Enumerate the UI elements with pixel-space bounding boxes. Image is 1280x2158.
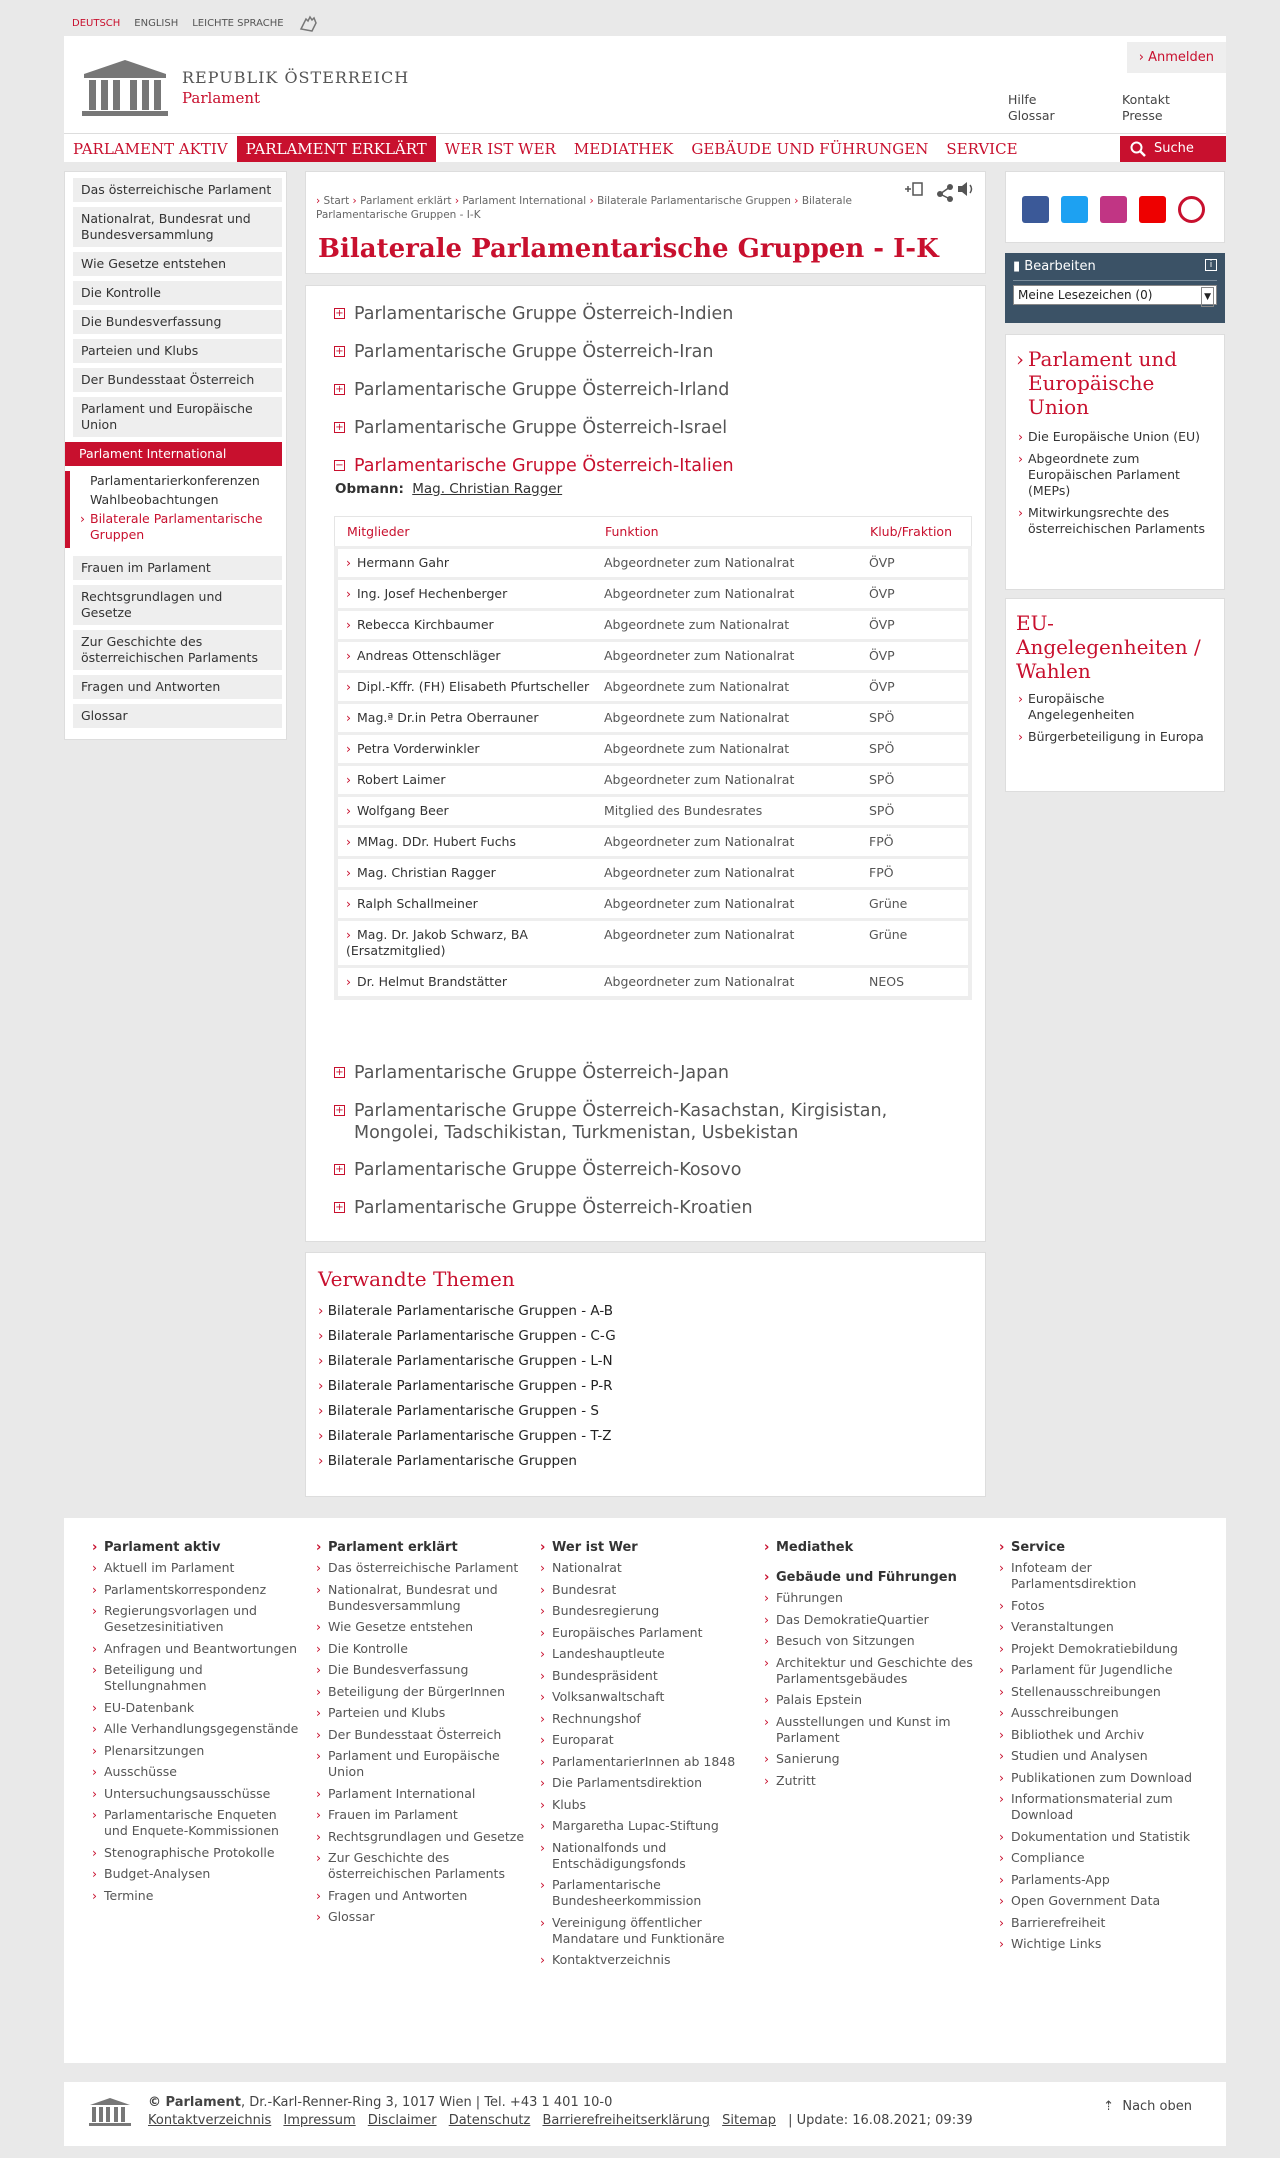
breadcrumb: › Start › Parlament erklärt › Parlament International › Bilaterale Parlamentarische Gruppen › Bilaterale Parlamentarische Gruppen - I-K xyxy=(316,195,852,221)
footer-link[interactable]: › Parlamentarische Enqueten und Enquete-Kommissionen xyxy=(92,1807,302,1839)
accordion-item[interactable]: + Parlamentarische Gruppe Österreich-Kosovo xyxy=(335,1160,742,1180)
accordion-item[interactable]: + Parlamentarische Gruppe Österreich-Israel xyxy=(335,418,728,438)
nav-gebaeude[interactable]: GEBÄUDE UND FÜHRUNGEN xyxy=(691,140,929,158)
facebook-icon[interactable] xyxy=(1022,196,1049,223)
expand-icon: + xyxy=(335,422,344,433)
sidebar-item[interactable]: Glossar xyxy=(73,704,282,728)
footer-heading[interactable]: › Gebäude und Führungen xyxy=(764,1570,974,1586)
obmann-label: Obmann: xyxy=(335,481,404,497)
footer-link[interactable]: › Stenographische Protokolle xyxy=(92,1845,302,1861)
collapse-icon: − xyxy=(335,460,344,471)
member-party: ÖVP xyxy=(869,679,895,694)
member-name[interactable]: › Petra Vorderwinkler xyxy=(346,741,480,756)
table-row xyxy=(338,673,968,701)
member-function: Abgeordnete zum Nationalrat xyxy=(604,741,790,756)
sidebar-item[interactable]: Rechtsgrundlagen und Gesetze xyxy=(73,585,282,625)
footer-col xyxy=(764,1540,974,1794)
sidebar-subnav xyxy=(65,471,282,548)
member-party: Grüne xyxy=(869,896,908,911)
footer-link[interactable]: › Zutritt xyxy=(764,1773,974,1789)
sidebar-item-active[interactable]: Parlament International xyxy=(65,442,282,466)
expand-icon: + xyxy=(335,1202,344,1213)
eu-link[interactable]: › Abgeordnete zum Europäischen Parlament (MEPs) xyxy=(1016,451,1214,499)
expand-icon: + xyxy=(335,346,344,357)
footer-link[interactable]: › Stellenausschreibungen xyxy=(999,1684,1209,1700)
footer-link[interactable]: › Compliance xyxy=(999,1850,1209,1866)
member-party: ÖVP xyxy=(869,586,895,601)
sidebar-item[interactable]: Frauen im Parlament xyxy=(73,556,282,580)
eu-wahlen-box xyxy=(1005,598,1225,792)
member-party: Grüne xyxy=(869,927,908,942)
member-party: ÖVP xyxy=(869,617,895,632)
obmann xyxy=(335,481,562,497)
login-button[interactable]: › Anmelden xyxy=(1127,42,1226,73)
toplinks-1 xyxy=(1008,92,1055,124)
sidebar-item[interactable]: Das österreichische Parlament xyxy=(73,178,282,202)
member-name[interactable]: › Robert Laimer xyxy=(346,772,446,787)
footer xyxy=(64,1518,1226,2063)
member-name[interactable]: › Rebecca Kirchbaumer xyxy=(346,617,494,632)
footer-col xyxy=(999,1540,1209,1958)
footer-link[interactable]: › Frauen im Parlament xyxy=(316,1807,526,1823)
table-row xyxy=(338,921,968,965)
lang-english[interactable]: ENGLISH xyxy=(134,18,179,29)
nav-service[interactable]: SERVICE xyxy=(946,140,1018,158)
expand-icon: + xyxy=(335,1164,344,1175)
main-nav xyxy=(64,133,1226,162)
table-row xyxy=(338,828,968,856)
footer-link[interactable]: › Open Government Data xyxy=(999,1893,1209,1909)
expand-icon: + xyxy=(335,308,344,319)
col-header: Mitglieder xyxy=(347,524,410,539)
table-row xyxy=(338,642,968,670)
table-row xyxy=(338,611,968,639)
bookmarks-widget xyxy=(1005,253,1225,323)
member-name[interactable]: › Andreas Ottenschläger xyxy=(346,648,501,663)
footer-link[interactable]: › Parlaments-App xyxy=(999,1872,1209,1888)
sidebar-item[interactable]: Nationalrat, Bundesrat und Bundesversammlung xyxy=(73,207,282,247)
social-links xyxy=(1005,171,1225,243)
footer-link[interactable]: › Nationalrat, Bundesrat und Bundesversammlung xyxy=(316,1582,526,1614)
logo[interactable] xyxy=(80,56,409,118)
accordion-item[interactable]: + Parlamentarische Gruppe Österreich-Kroatien xyxy=(335,1198,753,1218)
footer-link[interactable]: › Wichtige Links xyxy=(999,1936,1209,1952)
footer-link[interactable]: › Bibliothek und Archiv xyxy=(999,1727,1209,1743)
twitter-icon[interactable] xyxy=(1061,196,1088,223)
member-name[interactable]: › Mag. Dr. Jakob Schwarz, BA (Ersatzmitglied) xyxy=(346,927,528,958)
table-row xyxy=(338,859,968,887)
sidebar xyxy=(64,171,287,740)
member-party: FPÖ xyxy=(869,834,894,849)
member-party: FPÖ xyxy=(869,865,894,880)
eu-box xyxy=(1005,334,1225,590)
info-icon[interactable]: i xyxy=(1205,259,1217,271)
footer-link[interactable]: › Klubs xyxy=(540,1797,750,1813)
footer-link[interactable]: › Wie Gesetze entstehen xyxy=(316,1619,526,1635)
footer-link[interactable]: Disclaimer xyxy=(367,2113,437,2128)
footer-link[interactable]: › Informationsmaterial zum Download xyxy=(999,1791,1209,1823)
footer-link[interactable]: › Nationalrat xyxy=(540,1560,750,1576)
arrow-up-icon: ⇡ xyxy=(1103,2099,1115,2114)
col-header: Klub/Fraktion xyxy=(870,524,953,539)
expand-icon: + xyxy=(335,384,344,395)
instagram-icon[interactable] xyxy=(1100,196,1127,223)
accordion-item[interactable]: + Parlamentarische Gruppe Österreich-Kasachstan, Kirgisistan, Mongolei, Tadschikistan, Turkmenistan, Usbekistan xyxy=(335,1101,888,1143)
presse-link[interactable]: Presse xyxy=(1122,108,1163,123)
update-info: | Update: 16.08.2021; 09:39 xyxy=(788,2113,973,2128)
footer-link[interactable]: › Parlament und Europäische Union xyxy=(316,1748,526,1780)
sidebar-item[interactable]: Parteien und Klubs xyxy=(73,339,282,363)
table-row xyxy=(338,890,968,918)
youtube-icon[interactable] xyxy=(1139,196,1166,223)
member-name[interactable]: › Mag. Christian Ragger xyxy=(346,865,496,880)
table-row xyxy=(338,735,968,763)
members-table xyxy=(334,516,972,1000)
related-link[interactable]: › Bilaterale Parlamentarische Gruppen - L-N xyxy=(318,1349,973,1374)
bearbeiten-label: ▮ Bearbeiten xyxy=(1013,259,1096,274)
footer-link[interactable]: › Parlament International xyxy=(316,1786,526,1802)
logo-line1: REPUBLIK ÖSTERREICH xyxy=(182,67,410,87)
lang-deutsch[interactable]: DEUTSCH xyxy=(72,18,121,29)
eu-wahlen-link[interactable]: › Europäische Angelegenheiten xyxy=(1016,691,1214,723)
footer-col xyxy=(540,1540,750,1974)
logo-line2: Parlament xyxy=(182,88,261,107)
address: , Dr.-Karl-Renner-Ring 3, 1017 Wien | Tel. +43 1 401 10-0 xyxy=(240,2095,613,2110)
accordion-item[interactable]: + Parlamentarische Gruppe Österreich-Iran xyxy=(335,342,714,362)
footer-link[interactable]: › Parlamentarische Bundesheerkommission xyxy=(540,1877,750,1909)
expand-icon: + xyxy=(335,1105,344,1116)
footer-link[interactable]: › Publikationen zum Download xyxy=(999,1770,1209,1786)
table-header xyxy=(334,516,972,546)
footer-link[interactable]: › Bundesrat xyxy=(540,1582,750,1598)
member-function: Abgeordneter zum Nationalrat xyxy=(604,555,795,570)
footer-link[interactable]: › Infoteam der Parlamentsdirektion xyxy=(999,1560,1209,1592)
table-row xyxy=(338,704,968,732)
related-title: Verwandte Themen xyxy=(318,1267,515,1291)
table-row xyxy=(338,766,968,794)
app-icon[interactable] xyxy=(1178,196,1205,223)
member-party: NEOS xyxy=(869,974,905,989)
table-row xyxy=(338,549,968,577)
footer-link[interactable]: › Parlamentskorrespondenz xyxy=(92,1582,302,1598)
member-function: Mitglied des Bundesrates xyxy=(604,803,763,818)
member-party: ÖVP xyxy=(869,555,895,570)
footer-link[interactable]: Impressum xyxy=(283,2113,356,2128)
help-link[interactable]: Hilfe xyxy=(1008,92,1037,107)
footer-link[interactable]: › Fotos xyxy=(999,1598,1209,1614)
footer-link[interactable]: › Die Kontrolle xyxy=(316,1641,526,1657)
related-link[interactable]: › Bilaterale Parlamentarische Gruppen - S xyxy=(318,1399,973,1424)
member-function: Abgeordnete zum Nationalrat xyxy=(604,679,790,694)
bookmarks-select[interactable]: Meine Lesezeichen (0) ▼ xyxy=(1013,285,1217,305)
footer-link[interactable]: › EU-Datenbank xyxy=(92,1700,302,1716)
member-function: Abgeordneter zum Nationalrat xyxy=(604,648,795,663)
copyright: © Parlament xyxy=(148,2095,241,2110)
related-link[interactable]: › Bilaterale Parlamentarische Gruppen - P-R xyxy=(318,1374,973,1399)
glossar-link[interactable]: Glossar xyxy=(1008,108,1055,123)
member-function: Abgeordneter zum Nationalrat xyxy=(604,865,795,880)
sidebar-item[interactable]: Zur Geschichte des österreichischen Parlaments xyxy=(73,630,282,670)
footer-link[interactable]: › Die Bundesverfassung xyxy=(316,1662,526,1678)
footer-link[interactable]: Datenschutz xyxy=(448,2113,531,2128)
table-row xyxy=(338,797,968,825)
sidebar-item[interactable]: Fragen und Antworten xyxy=(73,675,282,699)
site-header xyxy=(64,36,1226,162)
obmann-link[interactable]: Mag. Christian Ragger xyxy=(412,481,563,497)
member-name[interactable]: › Ing. Josef Hechenberger xyxy=(346,586,508,601)
footer-col xyxy=(316,1540,526,1931)
footer-link[interactable]: › Architektur und Geschichte des Parlamentsgebäudes xyxy=(764,1655,974,1687)
accordion-item[interactable]: + Parlamentarische Gruppe Österreich-Japan xyxy=(335,1063,730,1083)
footer-link[interactable]: › Projekt Demokratiebildung xyxy=(999,1641,1209,1657)
footer-link[interactable]: › Plenarsitzungen xyxy=(92,1743,302,1759)
footer-link[interactable]: Barrierefreiheitserklärung xyxy=(542,2113,710,2128)
footer-link[interactable]: › Die Parlamentsdirektion xyxy=(540,1775,750,1791)
footer-link[interactable]: › Der Bundesstaat Österreich xyxy=(316,1727,526,1743)
footer-link[interactable]: › Untersuchungsausschüsse xyxy=(92,1786,302,1802)
share-icon[interactable] xyxy=(936,182,956,206)
footer-link[interactable]: › Fragen und Antworten xyxy=(316,1888,526,1904)
col-header: Funktion xyxy=(605,524,659,539)
footer-link[interactable]: Sitemap xyxy=(722,2113,776,2128)
footer-link[interactable]: › Nationalfonds und Entschädigungsfonds xyxy=(540,1840,750,1872)
member-function: Abgeordneter zum Nationalrat xyxy=(604,974,795,989)
footer-link[interactable]: › Zur Geschichte des österreichischen Parlaments xyxy=(316,1850,526,1882)
member-name[interactable]: › Mag.ª Dr.in Petra Oberrauner xyxy=(346,710,539,725)
member-name[interactable]: › Dr. Helmut Brandstätter xyxy=(346,974,508,989)
parliament-logo-icon xyxy=(88,2096,132,2128)
footer-link[interactable]: › Regierungsvorlagen und Gesetzesinitiativen xyxy=(92,1603,302,1635)
footer-link[interactable]: › Ausstellungen und Kunst im Parlament xyxy=(764,1714,974,1746)
toplinks-2 xyxy=(1122,92,1170,124)
chevron-down-icon: ▼ xyxy=(1201,287,1214,307)
footer-link[interactable]: › Barrierefreiheit xyxy=(999,1915,1209,1931)
footer-link[interactable]: Kontaktverzeichnis xyxy=(148,2113,272,2128)
member-function: Abgeordneter zum Nationalrat xyxy=(604,896,795,911)
related-topics xyxy=(305,1252,986,1497)
member-party: SPÖ xyxy=(869,803,895,818)
eu-wahlen-link[interactable]: › Bürgerbeteiligung in Europa xyxy=(1016,729,1214,745)
footer-link[interactable]: › Vereinigung öffentlicher Mandatare und Funktionäre xyxy=(540,1915,750,1947)
footer-link[interactable]: › Bundesregierung xyxy=(540,1603,750,1619)
breadcrumb-item[interactable]: Bilaterale Parlamentarische Gruppen xyxy=(597,195,791,207)
sidebar-item[interactable]: Die Kontrolle xyxy=(73,281,282,305)
table-row xyxy=(338,968,968,996)
footer-link[interactable]: › Landeshauptleute xyxy=(540,1646,750,1662)
footer-link[interactable]: › Führungen xyxy=(764,1590,974,1606)
member-function: Abgeordnete zum Nationalrat xyxy=(604,617,790,632)
member-function: Abgeordneter zum Nationalrat xyxy=(604,927,795,942)
footer-link[interactable]: › Beteiligung der BürgerInnen xyxy=(316,1684,526,1700)
breadcrumb-item[interactable]: Start xyxy=(323,195,350,207)
footer-heading[interactable]: › Service xyxy=(999,1540,1209,1556)
footer-heading[interactable]: › Parlament erklärt xyxy=(316,1540,526,1556)
footer-link[interactable]: › Rechnungshof xyxy=(540,1711,750,1727)
lang-leichte-sprache[interactable]: LEICHTE SPRACHE xyxy=(192,18,284,29)
eu-wahlen-title: EU-Angelegenheiten / Wahlen xyxy=(1016,611,1201,683)
accordion-item-open[interactable]: − Parlamentarische Gruppe Österreich-Italien xyxy=(335,456,734,476)
sidebar-item[interactable]: Wie Gesetze entstehen xyxy=(73,252,282,276)
related-link[interactable]: › Bilaterale Parlamentarische Gruppen - T-Z xyxy=(318,1424,973,1449)
expand-icon: + xyxy=(335,1067,344,1078)
footer-link[interactable]: › Kontaktverzeichnis xyxy=(540,1952,750,1968)
sidebar-subitem[interactable]: Parlamentarierkonferenzen xyxy=(90,473,260,488)
sign-language-icon[interactable] xyxy=(298,15,320,33)
footer-link[interactable]: › Besuch von Sitzungen xyxy=(764,1633,974,1649)
footer-link[interactable]: › Studien und Analysen xyxy=(999,1748,1209,1764)
footer-link[interactable]: › Alle Verhandlungsgegenstände xyxy=(92,1721,302,1737)
footer-link[interactable]: › Anfragen und Beantwortungen xyxy=(92,1641,302,1657)
member-party: SPÖ xyxy=(869,772,895,787)
related-link[interactable]: › Bilaterale Parlamentarische Gruppen - C-G xyxy=(318,1324,973,1349)
footer-link[interactable]: › Rechtsgrundlagen und Gesetze xyxy=(316,1829,526,1845)
footer-heading[interactable]: › Wer ist Wer xyxy=(540,1540,750,1556)
footer-link[interactable]: › Europäisches Parlament xyxy=(540,1625,750,1641)
footer-link[interactable]: › Ausschüsse xyxy=(92,1764,302,1780)
footer-link[interactable]: › Glossar xyxy=(316,1909,526,1925)
footer-link[interactable]: › Das österreichische Parlament xyxy=(316,1560,526,1576)
footer-link[interactable]: › Parteien und Klubs xyxy=(316,1705,526,1721)
nav-parlament-erklaert[interactable]: PARLAMENT ERKLÄRT xyxy=(237,136,436,162)
accordion-item[interactable]: + Parlamentarische Gruppe Österreich-Indien xyxy=(335,304,734,324)
bookmark-add-icon[interactable] xyxy=(904,180,926,204)
footer-col xyxy=(92,1540,302,1909)
footer-link[interactable]: › Margaretha Lupac-Stiftung xyxy=(540,1818,750,1834)
member-function: Abgeordneter zum Nationalrat xyxy=(604,772,795,787)
member-function: Abgeordneter zum Nationalrat xyxy=(604,586,795,601)
related-link[interactable]: › Bilaterale Parlamentarische Gruppen - A-B xyxy=(318,1299,973,1324)
breadcrumb-current: Bilaterale Parlamentarische Gruppen - I-K xyxy=(316,195,852,221)
member-party: SPÖ xyxy=(869,741,895,756)
table-row xyxy=(338,580,968,608)
breadcrumb-item[interactable]: Parlament International xyxy=(462,195,587,207)
speaker-icon[interactable] xyxy=(956,180,976,202)
back-to-top-button[interactable]: ⇡ Nach oben xyxy=(1103,2099,1192,2114)
eu-link[interactable]: › Mitwirkungsrechte des österreichischen Parlaments xyxy=(1016,505,1214,537)
member-party: SPÖ xyxy=(869,710,895,725)
footer-heading[interactable]: › Parlament aktiv xyxy=(92,1540,302,1556)
footer-link[interactable]: › Volksanwaltschaft xyxy=(540,1689,750,1705)
sidebar-subitem[interactable]: Wahlbeobachtungen xyxy=(90,492,219,507)
footer-link[interactable]: › Das DemokratieQuartier xyxy=(764,1612,974,1628)
footer-link[interactable]: › Aktuell im Parlament xyxy=(92,1560,302,1576)
footer-link[interactable]: › Parlament für Jugendliche xyxy=(999,1662,1209,1678)
footer-link[interactable]: › Palais Epstein xyxy=(764,1692,974,1708)
bottom-bar xyxy=(64,2082,1226,2146)
footer-link[interactable]: › Termine xyxy=(92,1888,302,1904)
footer-link[interactable]: › Beteiligung und Stellungnahmen xyxy=(92,1662,302,1694)
sidebar-item[interactable]: Der Bundesstaat Österreich xyxy=(73,368,282,392)
sidebar-subitem-current[interactable]: › Bilaterale Parlamentarische Gruppen xyxy=(90,511,282,543)
member-name[interactable]: › Dipl.-Kffr. (FH) Elisabeth Pfurtscheller xyxy=(346,679,590,694)
sidebar-item[interactable]: Die Bundesverfassung xyxy=(73,310,282,334)
member-function: Abgeordnete zum Nationalrat xyxy=(604,710,790,725)
footer-link[interactable]: › Sanierung xyxy=(764,1751,974,1767)
member-name[interactable]: › MMag. DDr. Hubert Fuchs xyxy=(346,834,516,849)
member-name[interactable]: › Wolfgang Beer xyxy=(346,803,449,818)
breadcrumb-item[interactable]: Parlament erklärt xyxy=(360,195,452,207)
search-button[interactable]: Suche xyxy=(1120,136,1226,162)
footer-heading[interactable]: › Mediathek xyxy=(764,1540,974,1556)
member-party: ÖVP xyxy=(869,648,895,663)
footer-link[interactable]: › Ausschreibungen xyxy=(999,1705,1209,1721)
member-name[interactable]: › Hermann Gahr xyxy=(346,555,450,570)
footer-link[interactable]: › ParlamentarierInnen ab 1848 xyxy=(540,1754,750,1770)
language-bar xyxy=(0,0,1280,36)
nav-parlament-aktiv[interactable]: PARLAMENT AKTIV xyxy=(73,140,228,158)
accordion-item[interactable]: + Parlamentarische Gruppe Österreich-Irland xyxy=(335,380,730,400)
page-title: Bilaterale Parlamentarische Gruppen - I-K xyxy=(318,234,939,264)
footer-link[interactable]: › Dokumentation und Statistik xyxy=(999,1829,1209,1845)
nav-wer-ist-wer[interactable]: WER IST WER xyxy=(444,140,556,158)
footer-link[interactable]: › Bundespräsident xyxy=(540,1668,750,1684)
footer-link[interactable]: › Budget-Analysen xyxy=(92,1866,302,1882)
kontakt-link[interactable]: Kontakt xyxy=(1122,92,1170,107)
parliament-logo-icon xyxy=(80,56,170,118)
member-name[interactable]: › Ralph Schallmeiner xyxy=(346,896,478,911)
member-function: Abgeordneter zum Nationalrat xyxy=(604,834,795,849)
sidebar-item[interactable]: Parlament und Europäische Union xyxy=(73,397,282,437)
eu-link[interactable]: › Die Europäische Union (EU) xyxy=(1016,429,1214,445)
related-link[interactable]: › Bilaterale Parlamentarische Gruppen xyxy=(318,1449,973,1474)
footer-link[interactable]: › Europarat xyxy=(540,1732,750,1748)
search-icon xyxy=(1130,141,1146,157)
eu-box-title[interactable]: › Parlament und Europäische Union xyxy=(1016,347,1178,419)
nav-mediathek[interactable]: MEDIATHEK xyxy=(573,140,674,158)
footer-link[interactable]: › Veranstaltungen xyxy=(999,1619,1209,1635)
title-panel xyxy=(305,171,986,274)
